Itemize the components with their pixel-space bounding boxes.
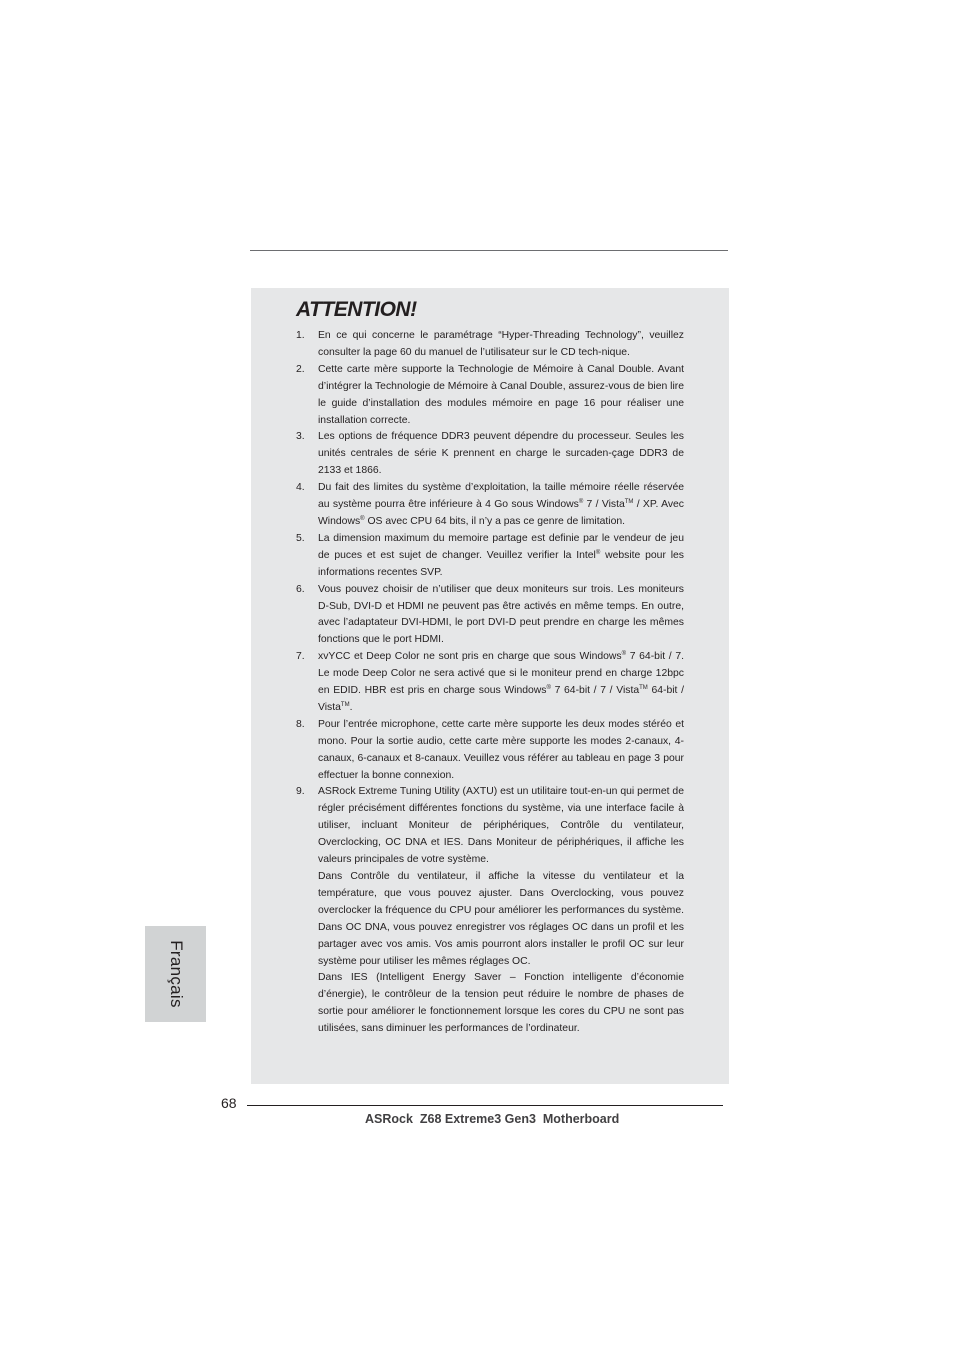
note-text: Les options de fréquence DDR3 peuvent dépendre du processeur. Seules les unités centrales de série K prennent en charge le surcaden-çage DDR3 de 2133 et 1866. [318,431,684,477]
note-number: 4. [296,482,305,494]
note-item-1 [296,328,684,362]
language-tab-label: Français [166,940,186,1008]
note-number: 9. [296,786,305,798]
note-item-5 [296,531,684,582]
note-number: 8. [296,718,305,730]
note-number: 3. [296,431,305,443]
note-number: 6. [296,583,305,595]
note-text: Du fait des limites du système d’exploitation, la taille mémoire réelle réservée au système pourra être inférieure à 4 Go sous Windows® 7 / Vista™ / XP. Avec Windows® OS avec CPU 64 bits, il n’y a pas ce genre de limitation. [318,482,684,527]
attention-title: ATTENTION! [296,298,417,321]
footer-product-title: ASRock Z68 Extreme3 Gen3 Motherboard [365,1112,620,1126]
note-item-8 [296,717,684,785]
note-number: 7. [296,651,305,663]
note-text: En ce qui concerne le paramétrage “Hyper-Threading Technology”, veuillez consulter la page 60 du manuel de l’utilisateur sur le CD tech-nique. [318,330,684,358]
note-item-9 [296,784,684,1038]
note-item-3 [296,429,684,480]
footer-divider [247,1105,723,1106]
page-number: 68 [221,1095,237,1111]
note-number: 5. [296,532,305,544]
note-item-2 [296,362,684,430]
note-item-7 [296,649,684,717]
note-text: La dimension maximum du memoire partage est definie par le vendeur de jeu de puces et est sujet de changer. Veuillez verifier la Intel® website pour les informations recentes SVP. [318,532,684,578]
language-tab [145,926,206,1022]
note-text: xvYCC et Deep Color ne sont pris en charge que sous Windows® 7 64-bit / 7. Le mode Deep Color ne sera activé que si le moniteur prend en charge 12bpc en EDID. HBR est pris en charge sous Windows® 7 64-bit / 7 / Vista™ 64-bit / Vista™. [318,651,685,713]
note-text: Vous pouvez choisir de n’utiliser que deux moniteurs sur trois. Les moniteurs D-Sub, DVI-D et HDMI ne peuvent pas être activés en même temps. En outre, avec l’adaptateur DVI-HDMI, le port DVI-D peut prendre en charge les mêmes fonctions que le port HDMI. [318,583,684,646]
note-item-4 [296,480,684,531]
note-number: 1. [296,330,305,341]
attention-notes-list [296,328,684,1038]
top-divider [250,250,728,251]
note-text: ASRock Extreme Tuning Utility (AXTU) est un utilitaire tout-en-un qui permet de régler précisément différentes fonctions du système, via une interface facile à utiliser, incluant Moniteur de périphériques, Contrôle du ventilateur, Overclocking, OC DNA et IES. Dans Moniteur de périphériques, il affiche les valeurs principales de votre système. Dans Contrôle du ventilateur, il affiche la vitesse du ventilateur et la température, que vous pouvez ajuster. Dans Overclocking, vous pouvez overclocker la fréquence du CPU pour améliorer les performances du système. Dans OC DNA, vous pouvez enregistrer vos réglages OC dans un profil et les partager avec vos amis. Vos amis pourront alors installer le profil OC sur leur système pour utiliser les mêmes réglages OC. Dans IES (Intelligent Energy Saver – Fonction intelligente d’économie d’énergie), le contrôleur de la tension peut réduire le nombre de phases de sortie pour améliorer le fonctionnement lorsque les cores du CPU ne sont pas utilisées, sans diminuer les performances de l’ordinateur. [318,786,684,1035]
note-item-6 [296,582,684,650]
note-number: 2. [296,363,305,375]
note-text: Pour l’entrée microphone, cette carte mère supporte les deux modes stéréo et mono. Pour la sortie audio, cette carte mère supporte les modes 2-canaux, 4-canaux, 6-canaux et 8-canaux. Veuillez vous référer au tableau en page 3 pour effectuer la bonne connexion. [318,718,684,781]
attention-box [251,288,729,1084]
note-text: Cette carte mère supporte la Technologie de Mémoire à Canal Double. Avant d’intégrer la Technologie de Mémoire à Canal Double, assurez-vous de bien lire le guide d’installation des modules mémoire en page 16 pour réaliser une installation correcte. [318,363,684,426]
